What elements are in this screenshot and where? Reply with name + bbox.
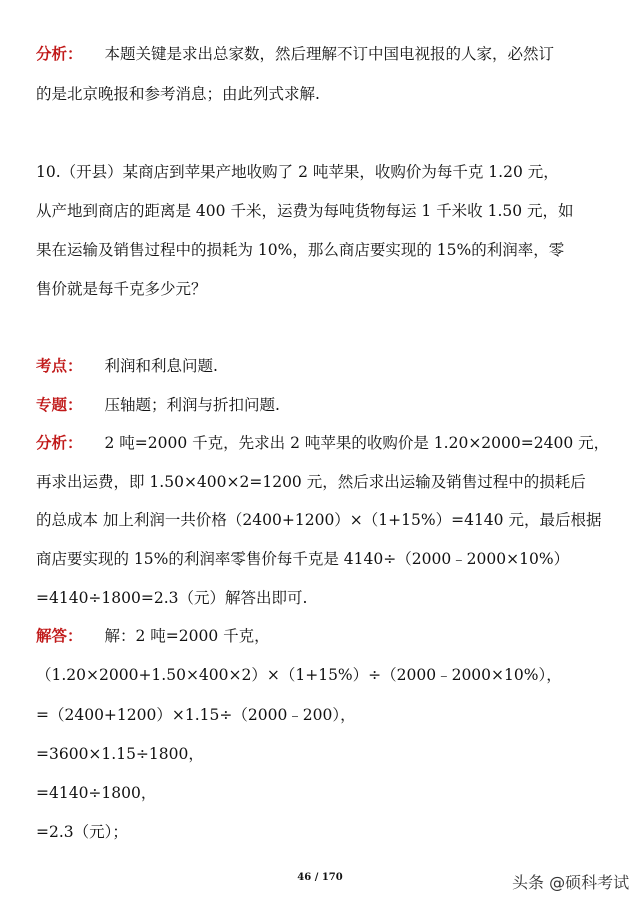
question10-line2: 从产地到商店的距离是 400 千米，运费为每吨货物每运 1 千米收 1.50 元，如 xyxy=(36,202,574,220)
question10-line1: 10.（开县）某商店到苹果产地收购了 2 吨苹果，收购价为每千克 1.20 元， xyxy=(36,163,559,181)
analysis2-line1 xyxy=(36,431,616,455)
page-number: 46 / 170 xyxy=(297,872,343,883)
analysis-label: 分析： xyxy=(36,434,83,452)
analysis2-line5: =4140÷1800=2.3（元）解答出即可. xyxy=(36,589,308,607)
zhuanti-line xyxy=(36,393,616,417)
answer-line4: =3600×1.15÷1800， xyxy=(36,745,204,763)
watermark: 头条 @硕科考试 xyxy=(512,873,630,892)
analysis2-line3: 的总成本 加上利润一共价格（2400+1200）×（1+15%）=4140 元，最后根据 xyxy=(36,511,602,529)
analysis-label: 分析： xyxy=(36,45,83,63)
answer-line6: =2.3（元）； xyxy=(36,823,128,841)
answer-line1 xyxy=(36,624,616,648)
analysis1-text: 本题关键是求出总家数，然后理解不订中国电视报的人家，必然订 xyxy=(104,45,555,63)
answer-line5: =4140÷1800， xyxy=(36,784,157,802)
kaodian-text: 利润和利息问题. xyxy=(104,357,218,375)
answer-line3: =（2400+1200）×1.15÷（2000﹣200）， xyxy=(36,706,356,724)
analysis1-line2: 的是北京晚报和参考消息；由此列式求解. xyxy=(36,85,320,103)
analysis2-text: 2 吨=2000 千克，先求出 2 吨苹果的收购价是 1.20×2000=2400 元， xyxy=(104,434,610,452)
analysis2-line2: 再求出运费，即 1.50×400×2=1200 元，然后求出运输及销售过程中的损耗后 xyxy=(36,473,586,491)
analysis2-line4: 商店要实现的 15%的利润率零售价每千克是 4140÷（2000﹣2000×10%） xyxy=(36,550,570,568)
answer-text: 解：2 吨=2000 千克， xyxy=(104,627,270,645)
question10-line4: 售价就是每千克多少元？ xyxy=(36,280,207,298)
kaodian-line xyxy=(36,354,616,378)
question10-line3: 果在运输及销售过程中的损耗为 10%，那么商店要实现的 15%的利润率，零 xyxy=(36,241,565,259)
analysis1-line1 xyxy=(36,42,616,66)
kaodian-label: 考点： xyxy=(36,357,83,375)
answer-label: 解答： xyxy=(36,627,83,645)
answer-line2: （1.20×2000+1.50×400×2）×（1+15%）÷（2000﹣2000×10%）， xyxy=(36,666,562,684)
zhuanti-text: 压轴题；利润与折扣问题. xyxy=(104,396,280,414)
zhuanti-label: 专题： xyxy=(36,396,83,414)
